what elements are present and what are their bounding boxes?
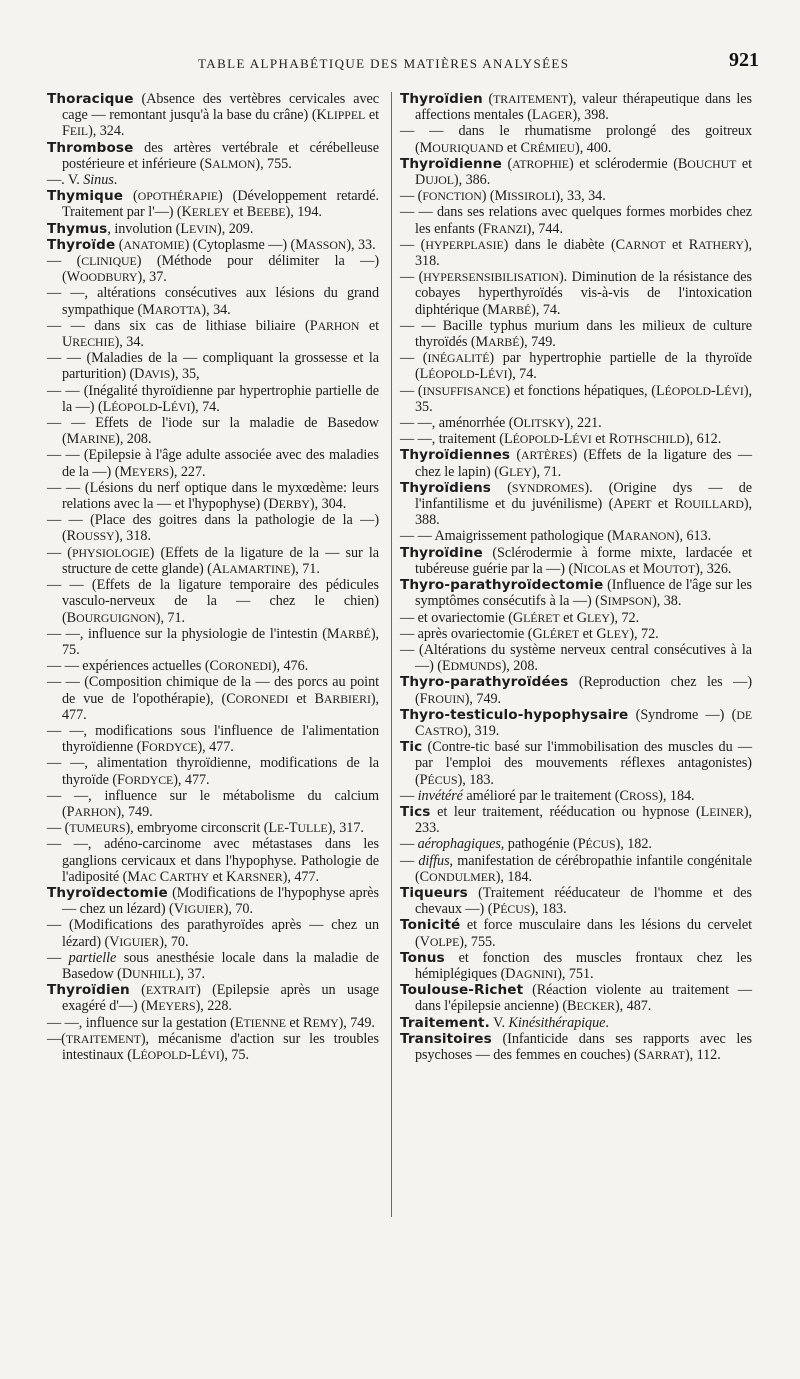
index-entry: — (Modifications des parathyroïdes après — chez un lézard) (VIGUIER), 70. bbox=[47, 917, 379, 950]
index-entry: — —, alimentation thyroïdienne, modifications de la thyroïde (FORDYCE), 477. bbox=[47, 755, 379, 788]
index-entry: Thyroïdine (Sclérodermie à forme mixte, lardacée et tubéreuse guérie par la —) (NICOLAS et MOUTOT), 326. bbox=[400, 544, 752, 577]
index-entry: — —, traitement (LÉOPOLD-LÉVI et ROTHSCHILD), 612. bbox=[400, 431, 722, 448]
index-entry: — —, aménorrhée (OLITSKY), 221. bbox=[400, 415, 602, 432]
index-entry: — aérophagiques, pathogénie (PÉCUS), 182. bbox=[400, 836, 652, 853]
right-column bbox=[400, 91, 752, 1063]
column-divider bbox=[391, 92, 392, 1217]
index-entry: — — dans six cas de lithiase biliaire (PARHON et URECHIE), 34. bbox=[47, 317, 380, 351]
index-entry: Thoracique (Absence des vertèbres cervicales avec cage — remontant jusqu'à la base du crâne) (KLIPPEL et FEIL), 324. bbox=[47, 91, 379, 140]
index-entry: Toulouse-Richet (Réaction violente au traitement — dans l'épilepsie ancienne) (BECKER), 487. bbox=[400, 982, 752, 1015]
index-entry: — (FONCTION) (MISSIROLI), 33, 34. bbox=[400, 188, 606, 205]
index-entry: — partielle sous anesthésie locale dans la maladie de Basedow (DUNHILL), 37. bbox=[47, 949, 380, 982]
index-entry: Tic (Contre-tic basé sur l'immobilisation des muscles du — par l'emploi des mouvements réflexes antagonistes) (PÉCUS), 183. bbox=[400, 739, 752, 788]
index-entry: Thyro-parathyroïdées (Reproduction chez les —) (FROUIN), 749. bbox=[400, 674, 752, 707]
index-entry: — — (Maladies de la — compliquant la grossesse et la parturition) (DAVIS), 35, bbox=[47, 350, 379, 383]
index-entry: — — Amaigrissement pathologique (MARANON), 613. bbox=[400, 528, 712, 545]
index-entry: —. V. Sinus. bbox=[47, 172, 118, 189]
index-entry: — (Altérations du système nerveux central consécutives à la —) (EDMUNDS), 208. bbox=[400, 641, 752, 675]
index-entry: — — dans le rhumatisme prolongé des goitreux (MOURIQUAND et CRÉMIEU), 400. bbox=[400, 123, 752, 156]
running-header: TABLE ALPHABÉTIQUE DES MATIÈRES ANALYSÉES bbox=[198, 56, 570, 71]
index-entry: — (CLINIQUE) (Méthode pour délimiter la —) (WOODBURY), 37. bbox=[47, 253, 379, 286]
index-entry: Transitoires (Infanticide dans ses rapports avec les psychoses — des femmes en couches) (SARRAT), 112. bbox=[400, 1030, 752, 1063]
index-entry: — — (Inégalité thyroïdienne par hypertrophie partielle de la —) (LÉOPOLD-LÉVI), 74. bbox=[47, 382, 379, 415]
index-entry: — et ovariectomie (GLÉRET et GLEY), 72. bbox=[400, 609, 640, 626]
index-entry: Thyro-testiculo-hypophysaire (Syndrome —) (DE CASTRO), 319. bbox=[400, 706, 752, 739]
index-entry: Thyroïdien (EXTRAIT) (Epilepsie après un usage exagéré d'—) (MEYERS), 228. bbox=[47, 982, 379, 1015]
index-entry: — — (Lésions du nerf optique dans le myxœdème: leurs relations avec la — et l'hypophyse) (DERBY), 304. bbox=[47, 479, 379, 513]
index-entry: — —, influence sur la gestation (ETIENNE et REMY), 749. bbox=[47, 1014, 375, 1031]
index-entry: — —, influence sur le métabolisme du calcium (PARHON), 749. bbox=[47, 787, 379, 820]
index-entry: Traitement. V. Kinésithérapique. bbox=[400, 1014, 609, 1031]
index-entry: — (PHYSIOLOGIE) (Effets de la ligature de la — sur la structure de cette glande) (ALAMARTINE), 71. bbox=[47, 544, 380, 577]
index-entry: — —, influence sur la physiologie de l'intestin (MARBÉ), 75. bbox=[47, 625, 379, 658]
index-entry: Tiqueurs (Traitement rééducateur de l'homme et des chevaux —) (PÉCUS), 183. bbox=[400, 884, 752, 918]
index-entry: — invétéré amélioré par le traitement (CROSS), 184. bbox=[400, 787, 695, 804]
index-entry: — (HYPERPLASIE) dans le diabète (CARNOT et RATHERY), 318. bbox=[400, 236, 753, 270]
index-entry: Thyroïdien (TRAITEMENT), valeur thérapeutique dans les affections mentales (LAGER), 398. bbox=[400, 91, 753, 124]
index-entry: Thymique (OPOTHÉRAPIE) (Développement retardé. Traitement par l'—) (KERLEY et BEEBE), 194. bbox=[47, 188, 380, 221]
index-entry: — — expériences actuelles (CORONEDI), 476. bbox=[47, 658, 309, 675]
index-entry: Thyroïdiennes (ARTÈRES) (Effets de la ligature des — chez le lapin) (GLEY), 71. bbox=[400, 447, 752, 480]
index-entry: — —, modifications sous l'influence de l'alimentation thyroïdienne (FORDYCE), 477. bbox=[47, 722, 379, 756]
index-entry: Tics et leur traitement, rééducation ou hypnose (LEINER), 233. bbox=[400, 803, 752, 837]
index-entry: — (TUMEURS), embryome circonscrit (LE-TULLE), 317. bbox=[47, 820, 364, 837]
index-entry: — (HYPERSENSIBILISATION). Diminution de la résistance des cobayes hyperthyroïdés vis-à-vis de l'intoxication diphtérique (MARBÉ), 74. bbox=[400, 269, 752, 318]
index-entry: —(TRAITEMENT), mécanisme d'action sur les troubles intestinaux (LÉOPOLD-LÉVI), 75. bbox=[47, 1030, 379, 1063]
index-entry: Thymus, involution (LEVIN), 209. bbox=[47, 220, 254, 237]
index-entry: — —, adéno-carcinome avec métastases dans les ganglions cervicaux et dans l'hypophyse. Pathologie de l'adiposité (MAC CARTHY et KARSNER), 477. bbox=[47, 836, 379, 885]
index-entry: — diffus, manifestation de cérébropathie infantile congénitale (CONDULMER), 184. bbox=[400, 852, 752, 885]
index-entry: — — dans ses relations avec quelques formes morbides chez les enfants (FRANZI), 744. bbox=[400, 204, 752, 237]
index-entry: Thyro-parathyroïdectomie (Influence de l'âge sur les symptômes consécutifs à la —) (SIMPSON), 38. bbox=[400, 577, 752, 610]
index-entry: Thyroïdienne (ATROPHIE) et sclérodermie (BOUCHUT et DUJOL), 386. bbox=[400, 155, 753, 189]
index-entry: Thyroïdectomie (Modifications de l'hypophyse après — chez un lézard) (VIGUIER), 70. bbox=[47, 884, 379, 918]
index-entry: Tonus et fonction des muscles frontaux chez les hémiplégiques (DAGNINI), 751. bbox=[400, 949, 752, 982]
index-entry: — — (Composition chimique de la — des porcs au point de vue de l'opothérapie), (CORONEDI et BARBIERI), 477. bbox=[47, 674, 380, 723]
index-entry: — (INÉGALITÉ) par hypertrophie partielle de la thyroïde (LÉOPOLD-LÉVI), 74. bbox=[400, 350, 752, 383]
index-entry: — — (Epilepsie à l'âge adulte associée avec des maladies de la —) (MEYERS), 227. bbox=[47, 447, 379, 480]
index-entry: Thyroïde (ANATOMIE) (Cytoplasme —) (MASSON), 33. bbox=[47, 236, 376, 253]
index-entry: Thyroïdiens (SYNDROMES). (Origine dys — de l'infantilisme et du juvénilisme) (APERT et ROUILLARD), 388. bbox=[400, 479, 752, 529]
page-number: 921 bbox=[729, 49, 759, 71]
index-entry: — (INSUFFISANCE) et fonctions hépatiques, (LÉOPOLD-LÉVI), 35. bbox=[400, 382, 752, 415]
index-entry: — —, altérations consécutives aux lésions du grand sympathique (MAROTTA), 34. bbox=[47, 285, 379, 318]
index-entry: — après ovariectomie (GLÉRET et GLEY), 72. bbox=[400, 625, 659, 642]
index-entry: — — (Place des goitres dans la pathologie de la —) (ROUSSY), 318. bbox=[47, 512, 379, 545]
index-entry: Tonicité et force musculaire dans les lésions du cervelet (VOLPE), 755. bbox=[400, 917, 752, 950]
index-entry: — — Effets de l'iode sur la maladie de Basedow (MARINE), 208. bbox=[47, 415, 379, 448]
index-entry: — — (Effets de la ligature temporaire des pédicules vasculo-nerveux de la — chez le chien) (BOURGUIGNON), 71. bbox=[47, 577, 379, 626]
left-column bbox=[47, 91, 379, 1063]
index-entry: — — Bacille typhus murium dans les milieux de culture thyroïdés (MARBÉ), 749. bbox=[400, 317, 752, 351]
index-entry: Thrombose des artères vertébrale et cérébelleuse postérieure et inférieure (SALMON), 755. bbox=[47, 139, 379, 172]
